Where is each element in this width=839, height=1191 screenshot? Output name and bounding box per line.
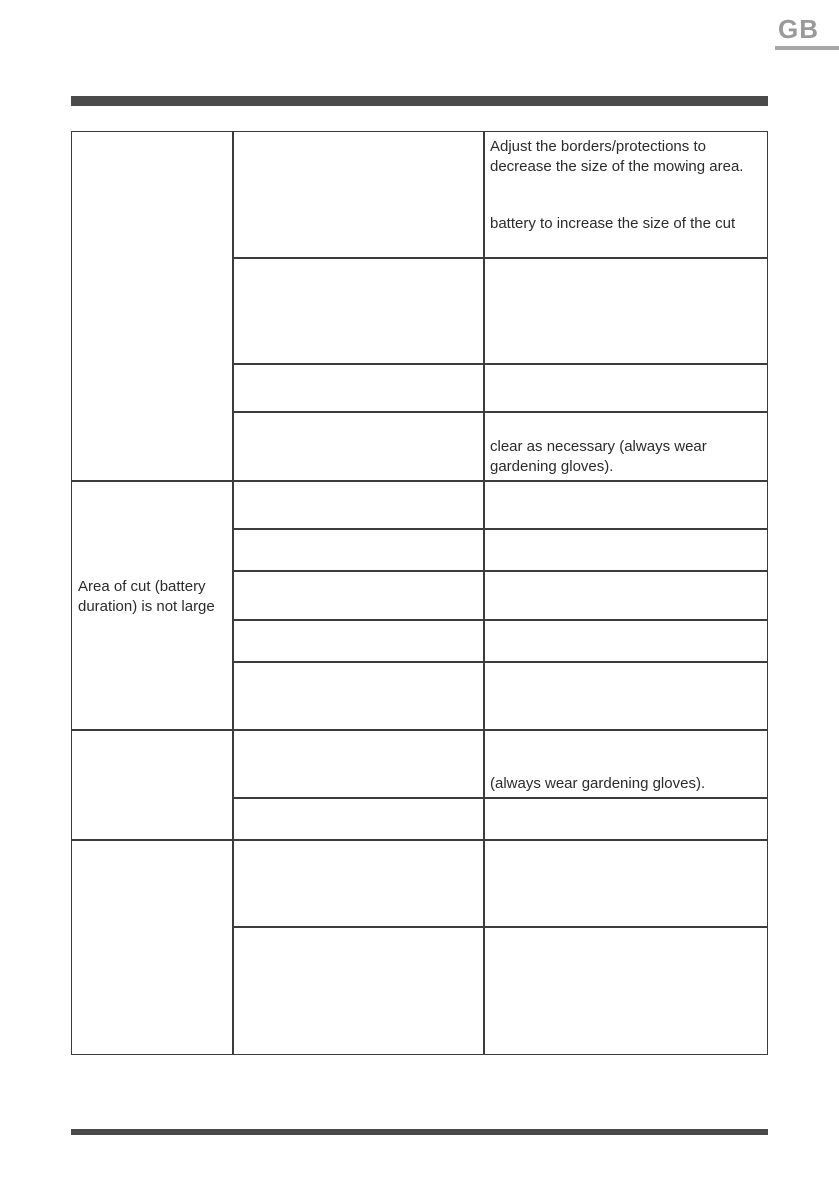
table-cell xyxy=(71,131,234,482)
table-cell xyxy=(483,839,768,928)
table-cell xyxy=(483,363,768,413)
table-cell xyxy=(232,926,485,1055)
table-cell xyxy=(232,729,485,799)
table-cell xyxy=(483,570,768,621)
table-cell xyxy=(232,363,485,413)
table-cell xyxy=(483,619,768,663)
table-cell xyxy=(71,839,234,1055)
table-cell xyxy=(232,839,485,928)
table-cell xyxy=(483,528,768,572)
solution-text-line-4: clear as necessary (always wear xyxy=(490,438,707,455)
table-cell xyxy=(483,797,768,841)
table-cell xyxy=(232,661,485,731)
table-cell xyxy=(232,797,485,841)
table-cell xyxy=(71,729,234,841)
table-cell xyxy=(232,131,485,259)
language-tag-underline xyxy=(775,46,839,50)
table-cell xyxy=(483,257,768,365)
language-tag: GB xyxy=(778,14,819,44)
table-cell xyxy=(232,411,485,482)
solution-text-line-6: (always wear gardening gloves). xyxy=(490,775,706,792)
symptom-text-line-1: Area of cut (battery xyxy=(78,578,206,595)
table-cell xyxy=(232,528,485,572)
table-cell xyxy=(483,926,768,1055)
header-bar xyxy=(71,96,768,106)
table-cell xyxy=(232,570,485,621)
solution-text-line-5: gardening gloves). xyxy=(490,458,614,475)
symptom-text-line-2: duration) is not large xyxy=(78,598,215,615)
solution-text-line-2: decrease the size of the mowing area. xyxy=(490,158,744,175)
table-cell xyxy=(483,661,768,731)
troubleshooting-table xyxy=(71,131,768,1055)
table-cell xyxy=(483,480,768,530)
table-cell xyxy=(232,257,485,365)
table-cell xyxy=(232,480,485,530)
table-cell xyxy=(232,619,485,663)
footer-bar xyxy=(71,1129,768,1135)
solution-text-line-3: battery to increase the size of the cut xyxy=(490,215,736,232)
solution-text-line-1: Adjust the borders/protections to xyxy=(490,138,706,155)
